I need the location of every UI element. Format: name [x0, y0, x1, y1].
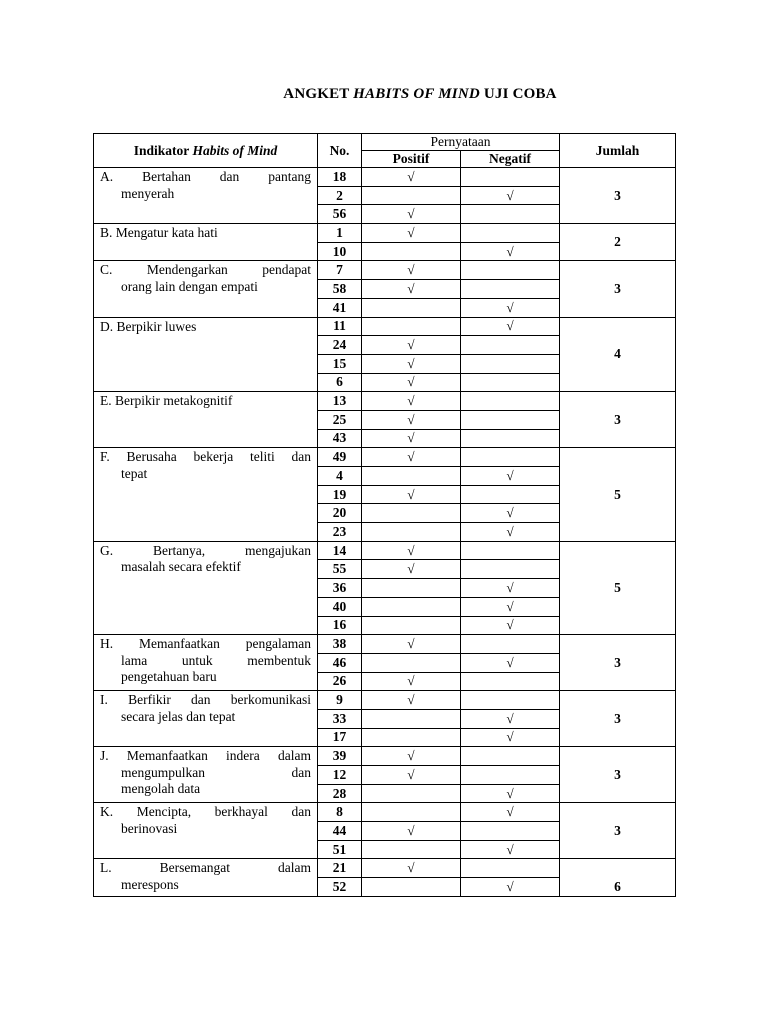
negatif-cell	[461, 822, 560, 841]
table-row	[94, 448, 676, 467]
indikator-line: merespons	[121, 876, 179, 892]
item-number: 20	[318, 504, 362, 523]
checkmark-icon: √	[506, 710, 514, 726]
negatif-cell	[461, 616, 560, 635]
positif-cell	[362, 672, 461, 691]
checkmark-icon: √	[407, 860, 415, 876]
negatif-cell	[461, 709, 560, 728]
item-number: 23	[318, 523, 362, 542]
item-number: 21	[318, 859, 362, 878]
positif-cell	[362, 878, 461, 897]
checkmark-icon: √	[407, 822, 415, 838]
jumlah-cell: 5	[560, 541, 676, 634]
indikator-line: secara jelas dan tepat	[121, 708, 236, 724]
checkmark-icon: √	[506, 318, 514, 334]
checkmark-icon: √	[506, 804, 514, 820]
header-positif: Positif	[362, 151, 461, 168]
positif-cell	[362, 523, 461, 542]
positif-cell	[362, 261, 461, 280]
jumlah-cell: 5	[560, 448, 676, 541]
jumlah-cell: 3	[560, 392, 676, 448]
positif-cell	[362, 616, 461, 635]
checkmark-icon: √	[407, 262, 415, 278]
item-number: 52	[318, 878, 362, 897]
checkmark-icon: √	[506, 654, 514, 670]
item-number: 36	[318, 579, 362, 598]
checkmark-icon: √	[407, 224, 415, 240]
indikator-cell	[94, 747, 318, 803]
checkmark-icon: √	[506, 187, 514, 203]
indikator-line: B. Mengatur kata hati	[100, 225, 218, 241]
item-number: 44	[318, 822, 362, 841]
habits-table	[93, 133, 676, 897]
item-number: 25	[318, 410, 362, 429]
table-row	[94, 635, 676, 654]
checkmark-icon: √	[506, 841, 514, 857]
positif-cell	[362, 429, 461, 448]
positif-cell	[362, 205, 461, 224]
indikator-line: E. Berpikir metakognitif	[100, 393, 233, 409]
negatif-cell	[461, 429, 560, 448]
indikator-cell	[94, 803, 318, 859]
item-number: 17	[318, 728, 362, 747]
positif-cell	[362, 747, 461, 766]
header-pernyataan: Pernyataan	[362, 134, 560, 151]
checkmark-icon: √	[506, 467, 514, 483]
negatif-cell	[461, 280, 560, 299]
positif-cell	[362, 579, 461, 598]
item-number: 1	[318, 224, 362, 243]
item-number: 26	[318, 672, 362, 691]
jumlah-cell: 2	[560, 224, 676, 261]
checkmark-icon: √	[506, 785, 514, 801]
table-row	[94, 859, 676, 878]
indikator-line: orang lain dengan empati	[121, 278, 258, 294]
item-number: 13	[318, 392, 362, 411]
negatif-cell	[461, 672, 560, 691]
positif-cell	[362, 354, 461, 373]
item-number: 28	[318, 784, 362, 803]
positif-cell	[362, 859, 461, 878]
item-number: 40	[318, 597, 362, 616]
jumlah-cell: 3	[560, 803, 676, 859]
header-negatif: Negatif	[461, 151, 560, 168]
item-number: 15	[318, 354, 362, 373]
item-number: 19	[318, 485, 362, 504]
item-number: 51	[318, 840, 362, 859]
checkmark-icon: √	[407, 393, 415, 409]
indikator-cell	[94, 448, 318, 541]
indikator-cell	[94, 635, 318, 691]
item-number: 12	[318, 766, 362, 785]
negatif-cell	[461, 186, 560, 205]
checkmark-icon: √	[506, 579, 514, 595]
positif-cell	[362, 336, 461, 355]
checkmark-icon: √	[407, 337, 415, 353]
indikator-line: berinovasi	[121, 820, 178, 836]
checkmark-icon: √	[407, 692, 415, 708]
item-number: 33	[318, 709, 362, 728]
negatif-cell	[461, 354, 560, 373]
positif-cell	[362, 467, 461, 486]
positif-cell	[362, 224, 461, 243]
negatif-cell	[461, 691, 560, 710]
positif-cell	[362, 373, 461, 392]
positif-cell	[362, 186, 461, 205]
document-title	[0, 86, 768, 103]
indikator-cell	[94, 224, 318, 261]
checkmark-icon: √	[407, 561, 415, 577]
indikator-line: J. Memanfaatkan indera dalam	[100, 748, 311, 764]
item-number: 55	[318, 560, 362, 579]
checkmark-icon: √	[407, 411, 415, 427]
indikator-line: lama untuk membentuk	[121, 652, 311, 668]
negatif-cell	[461, 467, 560, 486]
positif-cell	[362, 448, 461, 467]
jumlah-cell: 6	[560, 859, 676, 896]
table-row	[94, 691, 676, 710]
jumlah-cell: 3	[560, 261, 676, 317]
jumlah-cell: 3	[560, 747, 676, 803]
checkmark-icon: √	[506, 523, 514, 539]
indikator-line: I. Berfikir dan berkomunikasi	[100, 692, 311, 708]
negatif-cell	[461, 784, 560, 803]
positif-cell	[362, 541, 461, 560]
negatif-cell	[461, 448, 560, 467]
indikator-line: pengetahuan baru	[121, 669, 217, 685]
negatif-cell	[461, 635, 560, 654]
indikator-cell	[94, 859, 318, 896]
positif-cell	[362, 653, 461, 672]
indikator-line: menyerah	[121, 185, 175, 201]
negatif-cell	[461, 205, 560, 224]
jumlah-cell: 4	[560, 317, 676, 392]
jumlah-cell: 3	[560, 691, 676, 747]
indikator-line: masalah secara efektif	[121, 559, 241, 575]
table-row	[94, 168, 676, 187]
item-number: 11	[318, 317, 362, 336]
positif-cell	[362, 597, 461, 616]
table-row	[94, 261, 676, 280]
positif-cell	[362, 317, 461, 336]
positif-cell	[362, 784, 461, 803]
item-number: 49	[318, 448, 362, 467]
item-number: 58	[318, 280, 362, 299]
checkmark-icon: √	[407, 168, 415, 184]
checkmark-icon: √	[407, 449, 415, 465]
header-jumlah: Jumlah	[560, 134, 676, 168]
indikator-cell	[94, 541, 318, 634]
positif-cell	[362, 691, 461, 710]
indikator-cell	[94, 317, 318, 392]
positif-cell	[362, 280, 461, 299]
indikator-line: A. Bertahan dan pantang	[100, 169, 311, 184]
negatif-cell	[461, 747, 560, 766]
negatif-cell	[461, 728, 560, 747]
indikator-cell	[94, 691, 318, 747]
indikator-line: H. Memanfaatkan pengalaman	[100, 636, 311, 652]
negatif-cell	[461, 224, 560, 243]
indikator-line: K. Mencipta, berkhayal dan	[100, 804, 311, 820]
checkmark-icon: √	[506, 878, 514, 894]
checkmark-icon: √	[407, 486, 415, 502]
jumlah-cell: 3	[560, 168, 676, 224]
positif-cell	[362, 242, 461, 261]
positif-cell	[362, 803, 461, 822]
negatif-cell	[461, 579, 560, 598]
item-number: 6	[318, 373, 362, 392]
negatif-cell	[461, 840, 560, 859]
item-number: 4	[318, 467, 362, 486]
item-number: 7	[318, 261, 362, 280]
table-body	[94, 168, 676, 897]
table-row	[94, 541, 676, 560]
indikator-line: tepat	[121, 465, 148, 481]
checkmark-icon: √	[407, 355, 415, 371]
item-number: 56	[318, 205, 362, 224]
indikator-line: C. Mendengarkan pendapat	[100, 262, 311, 278]
item-number: 8	[318, 803, 362, 822]
negatif-cell	[461, 504, 560, 523]
positif-cell	[362, 168, 461, 187]
checkmark-icon: √	[407, 542, 415, 558]
header-no: No.	[318, 134, 362, 168]
checkmark-icon: √	[407, 430, 415, 446]
positif-cell	[362, 392, 461, 411]
item-number: 14	[318, 541, 362, 560]
negatif-cell	[461, 261, 560, 280]
item-number: 18	[318, 168, 362, 187]
indikator-cell	[94, 168, 318, 224]
negatif-cell	[461, 560, 560, 579]
positif-cell	[362, 298, 461, 317]
negatif-cell	[461, 485, 560, 504]
header-indikator: Indikator Habits of Mind	[94, 134, 318, 168]
positif-cell	[362, 766, 461, 785]
negatif-cell	[461, 859, 560, 878]
indikator-cell	[94, 392, 318, 448]
negatif-cell	[461, 523, 560, 542]
table-row	[94, 803, 676, 822]
positif-cell	[362, 485, 461, 504]
table-row	[94, 392, 676, 411]
indikator-line: mengumpulkan dan	[121, 764, 311, 780]
negatif-cell	[461, 336, 560, 355]
indikator-line: G. Bertanya, mengajukan	[100, 542, 311, 558]
positif-cell	[362, 728, 461, 747]
checkmark-icon: √	[506, 243, 514, 259]
item-number: 43	[318, 429, 362, 448]
table-row	[94, 224, 676, 243]
negatif-cell	[461, 766, 560, 785]
negatif-cell	[461, 298, 560, 317]
table-row	[94, 317, 676, 336]
checkmark-icon: √	[506, 505, 514, 521]
indikator-line: L. Bersemangat dalam	[100, 860, 311, 876]
item-number: 9	[318, 691, 362, 710]
item-number: 10	[318, 242, 362, 261]
positif-cell	[362, 410, 461, 429]
positif-cell	[362, 709, 461, 728]
checkmark-icon: √	[407, 374, 415, 390]
indikator-cell	[94, 261, 318, 317]
item-number: 16	[318, 616, 362, 635]
negatif-cell	[461, 597, 560, 616]
negatif-cell	[461, 168, 560, 187]
positif-cell	[362, 560, 461, 579]
item-number: 38	[318, 635, 362, 654]
item-number: 24	[318, 336, 362, 355]
checkmark-icon: √	[407, 673, 415, 689]
checkmark-icon: √	[506, 598, 514, 614]
negatif-cell	[461, 317, 560, 336]
item-number: 46	[318, 653, 362, 672]
positif-cell	[362, 504, 461, 523]
negatif-cell	[461, 392, 560, 411]
checkmark-icon: √	[506, 729, 514, 745]
table-row	[94, 747, 676, 766]
checkmark-icon: √	[407, 636, 415, 652]
negatif-cell	[461, 803, 560, 822]
indikator-line: D. Berpikir luwes	[100, 318, 197, 334]
positif-cell	[362, 822, 461, 841]
checkmark-icon: √	[506, 299, 514, 315]
checkmark-icon: √	[407, 206, 415, 222]
indikator-line: F. Berusaha bekerja teliti dan	[100, 449, 311, 465]
checkmark-icon: √	[407, 748, 415, 764]
negatif-cell	[461, 373, 560, 392]
title-em: HABITS OF MIND	[353, 86, 480, 102]
item-number: 41	[318, 298, 362, 317]
negatif-cell	[461, 242, 560, 261]
checkmark-icon: √	[407, 280, 415, 296]
indikator-line: mengolah data	[121, 781, 201, 797]
negatif-cell	[461, 878, 560, 897]
negatif-cell	[461, 653, 560, 672]
checkmark-icon: √	[506, 617, 514, 633]
jumlah-cell: 3	[560, 635, 676, 691]
positif-cell	[362, 840, 461, 859]
negatif-cell	[461, 541, 560, 560]
negatif-cell	[461, 410, 560, 429]
title-post: UJI COBA	[479, 86, 557, 102]
title-pre: ANGKET	[283, 86, 354, 102]
checkmark-icon: √	[407, 766, 415, 782]
table-head	[94, 134, 676, 168]
positif-cell	[362, 635, 461, 654]
item-number: 2	[318, 186, 362, 205]
item-number: 39	[318, 747, 362, 766]
